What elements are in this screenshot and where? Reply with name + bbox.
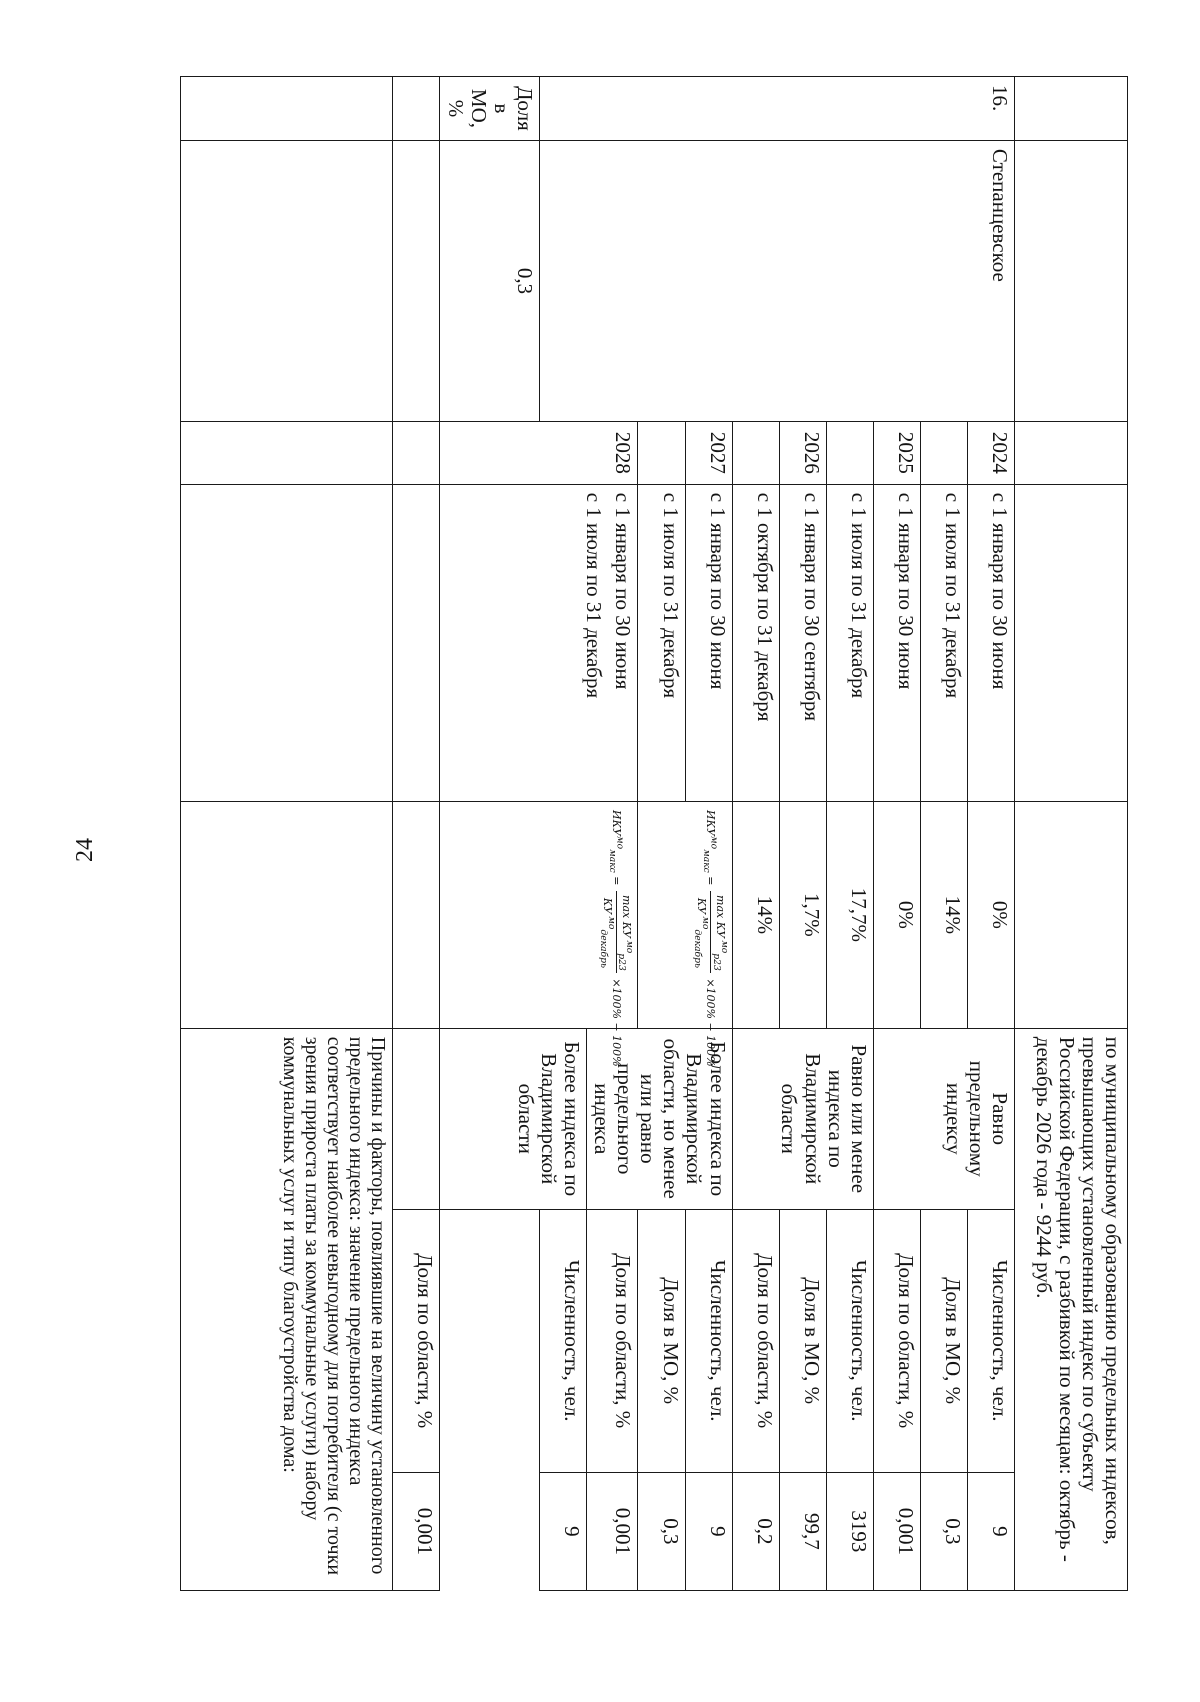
metric-value: 9 — [685, 1472, 732, 1590]
blank-cell-name — [1014, 140, 1127, 421]
formula-numerator: $\max КУ^{мо}_{p23}$ — [710, 891, 729, 973]
metric-label: Доля в МО, % — [638, 1209, 685, 1472]
index-value: 14% — [920, 801, 967, 1028]
metric-label: Доля в МО, % — [440, 77, 539, 141]
metric-label: Доля в МО, % — [920, 1209, 967, 1472]
blank-cell-period — [1014, 484, 1127, 801]
index-value: 14% — [732, 801, 779, 1028]
formula-tail: ×100% − 100% — [610, 978, 624, 1067]
blank-cell-year — [1014, 422, 1127, 485]
formula: $ИКУ^{мо}_{макс}$ = $\max КУ^{мо}_{p23}$ $КУ^{мо}_{декабрь}$ ×100% − 100% — [597, 809, 636, 1067]
category-cell: Более индекса по Владимирской области — [440, 1028, 587, 1209]
period-cell-multi — [440, 484, 638, 801]
blank-cell — [181, 77, 393, 141]
period-line: с 1 июля по 31 декабря — [582, 492, 607, 699]
year-cell-empty — [638, 422, 685, 485]
row-number: 16. — [539, 77, 1014, 141]
period-cell: с 1 января по 30 июня — [685, 484, 732, 801]
year-cell-empty — [732, 422, 779, 485]
metric-value: 3193 — [826, 1472, 873, 1590]
year-cell: 2024 — [967, 422, 1014, 485]
blank-cell — [181, 140, 393, 421]
blank-cell-index — [1014, 801, 1127, 1028]
formula-lhs-sup: мо — [708, 836, 720, 850]
period-cell: с 1 июля по 31 декабря — [638, 484, 685, 801]
tariff-index-table — [180, 76, 1128, 1591]
metric-value: 0,001 — [393, 1472, 440, 1590]
metric-label: Численность, чел. — [967, 1209, 1014, 1472]
metric-value: 9 — [539, 1472, 586, 1590]
blank-cell — [393, 422, 440, 485]
category-cell: Более индекса по Владимирской области, но менее или равно предельного индекса — [586, 1028, 732, 1209]
reasons-note: Причины и факторы, повлиявшие на величину установленного предельного индекса: значение предельного индекса соответствует наиболее невыгодному для потребителя (с точки зрения прироста платы за коммунальные услуги) набору коммунальных услуг и типу благоустройства дома: — [181, 1028, 393, 1590]
category-cell: Равно или менее индекса по Владимирской области — [732, 1028, 873, 1209]
year-cell: 2026 — [779, 422, 826, 485]
formula-lhs: ИКУ — [704, 809, 718, 837]
municipality-name: Степанцевское — [539, 140, 1014, 421]
metric-value: 0,3 — [638, 1472, 685, 1590]
index-value: 1,7% — [779, 801, 826, 1028]
year-cell-empty — [920, 422, 967, 485]
metric-value: 0,001 — [586, 1472, 638, 1590]
index-value: 0% — [873, 801, 920, 1028]
metric-label: Доля в МО, % — [779, 1209, 826, 1472]
metric-value: 0,3 — [440, 140, 539, 421]
metric-value: 0,2 — [732, 1472, 779, 1590]
formula-fraction — [692, 891, 729, 973]
formula-lhs-sub: макс — [606, 849, 618, 873]
year-cell-empty — [826, 422, 873, 485]
metric-label: Доля по области, % — [586, 1209, 638, 1472]
period-cell: с 1 января по 30 июня — [967, 484, 1014, 801]
metric-label: Доля по области, % — [393, 1209, 440, 1472]
blank-cell — [181, 484, 393, 801]
metric-label: Численность, чел. — [539, 1209, 586, 1472]
blank-cell — [393, 801, 440, 1028]
period-cell: с 1 января по 30 июня — [873, 484, 920, 801]
formula-tail: ×100% − 100% — [704, 978, 718, 1067]
category-cell: Равно предельному индексу — [873, 1028, 1014, 1209]
formula-denominator: $КУ^{мо}_{декабрь}$ — [691, 897, 711, 968]
formula-numerator: $\max КУ^{мо}_{p23}$ — [616, 891, 635, 973]
blank-cell-number — [1014, 77, 1127, 141]
formula-cell — [440, 801, 638, 1067]
page-number: 24 — [72, 838, 98, 862]
period-line: с 1 января по 30 июня — [611, 492, 636, 690]
period-cell: с 1 января по 30 сентября — [779, 484, 826, 801]
period-cell: с 1 июля по 31 декабря — [920, 484, 967, 801]
formula-lhs-sub: макс — [700, 849, 712, 873]
metric-value: 99,7 — [779, 1472, 826, 1590]
blank-cell — [181, 422, 393, 485]
formula-cell — [638, 801, 732, 1067]
blank-cell — [393, 140, 440, 421]
metric-value: 0,3 — [920, 1472, 967, 1590]
blank-cell — [393, 484, 440, 801]
index-value: 17,7% — [826, 801, 873, 1028]
rotated-table-wrapper — [180, 76, 1128, 1591]
year-cell: 2025 — [873, 422, 920, 485]
metric-value: 0,001 — [873, 1472, 920, 1590]
formula: $ИКУ^{мо}_{макс}$ = $\max КУ^{мо}_{p23}$ $КУ^{мо}_{декабрь}$ ×100% − 100% — [691, 809, 730, 1067]
blank-cell — [393, 77, 440, 141]
period-cell: с 1 октября по 31 декабря — [732, 484, 779, 801]
metric-label: Доля по области, % — [732, 1209, 779, 1472]
header-note: по муниципальному образованию предельных индексов, превышающих установленный индекс по субъекту Российской Федерации, с разбивкой по месяцам: октябрь - декабрь 2026 года - 9244 руб. — [1014, 1028, 1127, 1590]
formula-lhs-sup: мо — [614, 836, 626, 850]
year-cell: 2028 — [440, 422, 638, 485]
blank-cell — [181, 801, 393, 1028]
formula-lhs: ИКУ — [610, 809, 624, 837]
year-cell: 2027 — [685, 422, 732, 485]
formula-fraction — [598, 891, 635, 973]
index-value: 0% — [967, 801, 1014, 1028]
metric-label: Доля по области, % — [873, 1209, 920, 1472]
period-cell: с 1 июля по 31 декабря — [826, 484, 873, 801]
metric-label: Численность, чел. — [826, 1209, 873, 1472]
metric-label: Численность, чел. — [685, 1209, 732, 1472]
metric-value: 9 — [967, 1472, 1014, 1590]
blank-cell — [393, 1028, 440, 1209]
formula-denominator: $КУ^{мо}_{декабрь}$ — [597, 897, 617, 968]
